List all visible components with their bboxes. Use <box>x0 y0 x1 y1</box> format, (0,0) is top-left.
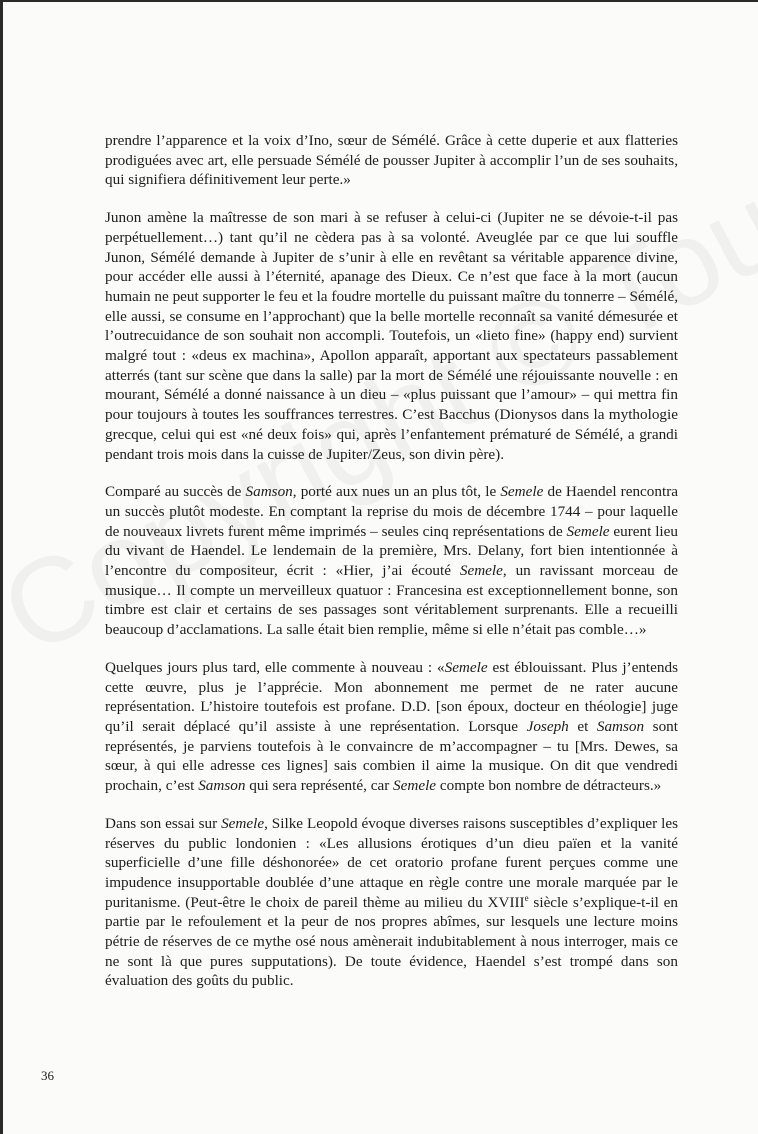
text-run: , un ravissant morceau de musique… Il compte un merveilleux quatuor : Francesina est exceptionnellement bonne, son timbre est clair et certains de ses passages sont véritablement surprenants. Elle a recueilli beaucoup d’acclamations. La salle était bien remplie, même si elle n’était pas comble…» <box>105 562 678 639</box>
page-number: 36 <box>41 1068 54 1083</box>
paragraph <box>105 658 678 796</box>
paragraph <box>105 482 678 640</box>
text-run: Comparé au succès de <box>105 483 246 501</box>
text-run: prendre l’apparence et la voix d’Ino, sœur de Sémélé. Grâce à cette duperie et aux flatteries prodiguées avec art, elle persuade Sémélé de pousser Jupiter à accomplir l’un de ses souhaits, qui signifiera définitivement leur perte.» <box>105 132 678 189</box>
text-run: de Haendel rencontra un succès plutôt modeste. En comptant la reprise du mois de décembre 1744 – pour laquelle de nouveaux livrets furent même imprimés – seules cinq représentations de <box>105 483 678 540</box>
italic-title: Samson <box>245 483 293 501</box>
superscript: e <box>524 892 529 903</box>
text-run: qui sera représenté, car <box>245 777 394 795</box>
italic-title: Samson <box>198 777 246 795</box>
text-run: , porté aux nues un an plus tôt, le <box>292 483 501 501</box>
italic-title: Semele <box>500 483 544 501</box>
text-run: Dans son essai sur <box>105 814 222 832</box>
text-run: compte bon nombre de détracteurs.» <box>436 777 662 795</box>
text-run: siècle s’explique-t-il en partie par le refoulement et la peur de nos propres abîmes, sur lesquels une lecture moins pétrie de réserves de ce mythe osé nous amènerait indubitablement à nous interroger, mais ce ne sont là que pures supputations). De toute évidence, Haendel s’est trompé dans son évaluation des goûts du public. <box>105 893 678 990</box>
italic-title: Semele <box>393 777 437 795</box>
italic-title: Semele <box>566 522 610 540</box>
paragraph <box>105 131 678 190</box>
text-run: Junon amène la maîtresse de son mari à se refuser à celui-ci (Jupiter ne se dévoie-t-il pas perpétuellement…) tant qu’il ne cèdera pas à sa volonté. Aveuglée par ce que lui souffle Junon, Sémélé demande à Jupiter de s’unir à elle en revêtant sa véritable apparence divine, pour accéder elle aussi à l’éternité, apanage des Dieux. Ce n’est que face à la mort (aucun humain ne peut supporter le feu et la foudre mortelle du puissant maître du tonnerre – Sémélé, elle aussi, se consume en l’approchant) que la belle mortelle reconnaît sa vanité démesurée et l’outrecuidance de son souhait non accompli. Toutefois, un «lieto fine» (happy end) survient malgré tout : «deus ex machina», Apollon apparaît, apportant aux spectateurs passablement atterrés (tant sur scène que dans la salle) par la mort de Sémélé une réjouissante nouvelle : en mourant, Sémélé a donné naissance à un dieu – «plus puissant que l’amour» – qui mettra fin pour toujours à toutes les souffrances terrestres. C’est Bacchus (Dionysos dans la mythologie grecque, celui qui est «né deux fois» qui, après l’enfantement prématuré de Sémélé, a grandi pendant trois mois dans la cuisse de Jupiter/Zeus, son divin père). <box>105 209 678 463</box>
text-run: sont représentés, je parviens toutefois à le convaincre de m’accompagner – tu [Mrs. Dewes, sa sœur, à qui elle adresse ces lignes] sais combien il aime la musique. On dit que vendredi prochain, c’est <box>105 717 678 795</box>
italic-title: Semele <box>221 814 265 832</box>
text-run: est éblouissant. Plus j’entends cette œuvre, plus je l’apprécie. Mon abonnement me permet de ne rater aucune représentation. L’histoire toutefois est profane. D.D. [son époux, docteur en théologie] juge qu’il serait déplacé qu’il assiste à une représentation. Lorsque <box>105 658 678 735</box>
text-run: et <box>568 717 597 735</box>
italic-title: Semele <box>459 562 503 580</box>
italic-title: Samson <box>596 717 645 735</box>
body-text <box>105 131 678 1009</box>
text-run: , Silke Leopold évoque diverses raisons susceptibles d’expliquer les réserves du public londonien : «Les allusions érotiques d’un dieu païen et la vanité superficielle d’une fille déshonorée» de cet oratorio profane furent perçues comme une impudence insupportable doublée d’une attaque en règle contre une morale marquée par le puritanisme. (Peut-être le choix de pareil thème au milieu du XVIII <box>105 814 678 911</box>
paragraph <box>105 208 678 464</box>
italic-title: Joseph <box>526 717 569 735</box>
text-run: eurent lieu du vivant de Haendel. Le lendemain de la première, Mrs. Delany, fort bien intentionnée à l’encontre du compositeur, écrit : «Hier, j’ai écouté <box>105 522 678 580</box>
italic-title: Semele <box>444 658 488 676</box>
paragraph <box>105 814 678 991</box>
text-run: Quelques jours plus tard, elle commente à nouveau : « <box>105 658 445 676</box>
